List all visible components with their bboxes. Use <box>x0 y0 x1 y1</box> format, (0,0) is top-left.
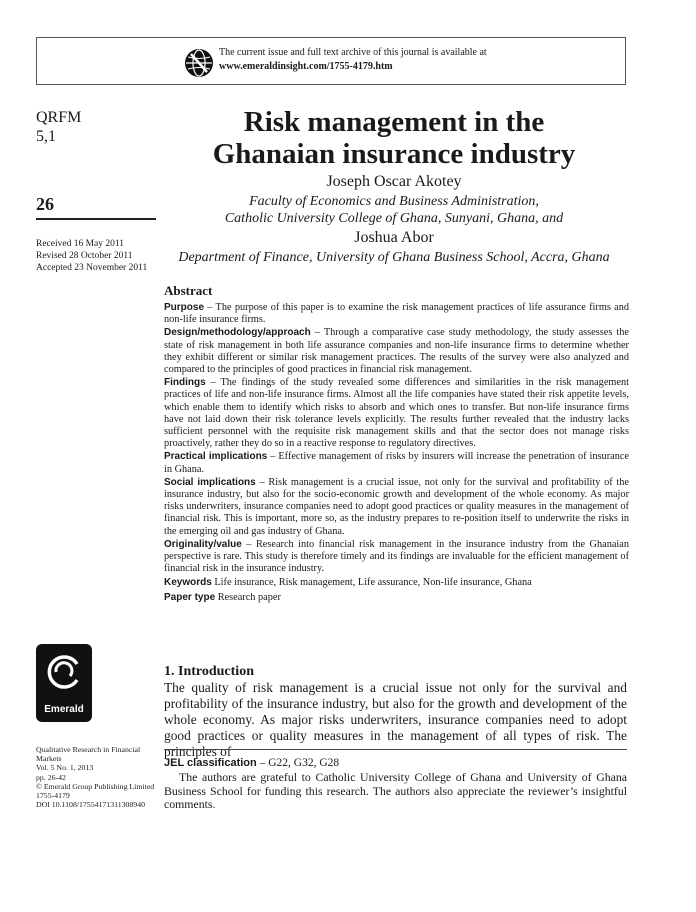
journal-url[interactable]: www.emeraldinsight.com/1755-4179.htm <box>219 61 393 72</box>
emerald-wordmark: Emerald <box>44 704 84 715</box>
abstract-practical <box>164 451 629 475</box>
globe-icon <box>184 48 214 78</box>
author-affiliation-1 <box>164 193 624 227</box>
keywords-text: Life insurance, Risk management, Life assurance, Non-life insurance, Ghana <box>211 577 532 589</box>
jel-label: JEL classification <box>164 757 257 769</box>
introduction-heading: 1. Introduction <box>164 664 254 679</box>
received-date: Received 16 May 2011 <box>36 239 125 249</box>
section-text: – Effective management of risks by insurers will increase the penetration of insurance in Ghana. <box>164 451 629 475</box>
section-label: Practical implications <box>164 451 268 463</box>
footnote-divider <box>164 749 627 750</box>
jel-classification <box>164 757 339 769</box>
journal-header-box <box>36 37 626 85</box>
paper-type <box>164 592 629 604</box>
citation-journal: Qualitative Research in Financial Markets <box>36 745 141 764</box>
affiliation-line: Catholic University College of Ghana, Sunyani, Ghana, and <box>224 211 564 226</box>
abstract-heading: Abstract <box>164 283 213 298</box>
section-label: Findings <box>164 377 206 389</box>
journal-abbrev: QRFM <box>36 109 82 126</box>
volume-issue: 5,1 <box>36 128 56 145</box>
section-label: Design/methodology/approach <box>164 327 311 339</box>
page-number: 26 <box>36 194 54 214</box>
acknowledgement: The authors are grateful to Catholic University College of Ghana and University of Ghana Business School for funding this research. The authors also appreciate the reviewer’s insightful comments. <box>164 770 627 811</box>
accepted-date: Accepted 23 November 2011 <box>36 263 148 273</box>
section-label: Purpose <box>164 302 205 313</box>
abstract <box>164 283 629 605</box>
author-affiliation-2: Department of Finance, University of Ghana Business School, Accra, Ghana <box>178 250 610 265</box>
citation-publisher: © Emerald Group Publishing Limited <box>36 781 155 791</box>
affiliation-line: Faculty of Economics and Business Administration, <box>249 194 539 209</box>
title-line-1: Risk management in the <box>243 106 545 138</box>
section-label: Originality/value <box>164 538 242 550</box>
archive-notice: The current issue and full text archive of this journal is available at <box>219 47 487 58</box>
paper-type-label: Paper type <box>164 591 216 603</box>
abstract-design <box>164 327 629 376</box>
article-title <box>164 106 624 170</box>
abstract-purpose <box>164 302 629 326</box>
introduction-text: The quality of risk management is a crucial issue not only for the survival and profitability of the insurance industry, but also for the growth and development of the whole economy. As major risks underwriters, insurance companies need to adopt good practices or quality measures in the management of all types of risk. The principles of <box>164 680 627 759</box>
keywords-label: Keywords <box>164 577 212 589</box>
keywords <box>164 577 629 589</box>
title-line-2: Ghanaian insurance industry <box>212 138 576 170</box>
citation-issn: 1755-4179 <box>36 791 70 801</box>
revised-date: Revised 28 October 2011 <box>36 251 133 261</box>
section-text: – Research into financial risk management in the insurance industry from the Ghanaian perspective is rare. This study is therefore timely and its findings are invaluable for the efficient management of financial risk in the insurance industry. <box>164 538 629 575</box>
emerald-e-icon <box>44 650 84 694</box>
margin-divider <box>36 218 156 220</box>
citation-volume: Vol. 5 No. 1, 2013 <box>36 763 94 773</box>
paper-type-text: Research paper <box>215 591 281 603</box>
abstract-social <box>164 477 629 538</box>
jel-codes: – G22, G32, G28 <box>256 757 340 769</box>
abstract-findings <box>164 377 629 450</box>
section-text: – The purpose of this paper is to examine the risk management practices of life assurance firms and non-life insurance firms. <box>164 302 629 326</box>
author-name-1: Joseph Oscar Akotey <box>326 173 462 190</box>
section-text: – Through a comparative case study methodology, the study assesses the state of risk management in both life assurance companies and non-life insurance firms to determine whether they exhibit different or similar risk management practices. The results of the survey were also analyzed and compared to the principles of good practices in financial risk management. <box>164 327 629 376</box>
citation-pages: pp. 26-42 <box>36 772 66 782</box>
abstract-originality <box>164 539 629 576</box>
section-label: Social implications <box>164 476 256 488</box>
emerald-logo <box>36 644 92 722</box>
section-text: – Risk management is a crucial issue, not only for the survival and profitability of the insurance industry, but also for the socio-economic growth and development of the whole economy. As major risks underwriters, insurance companies need to adopt good practices or quality measures in the management of financial risk. This is important, more so, as the industry prepares to re-position itself to underwrite the risks in the emerging oil and gas industry of Ghana. <box>164 476 629 537</box>
section-text: – The findings of the study revealed some differences and similarities in the risk management practices of life and non-life insurance firms. Almost all the life companies have stated their risk appetite levels, which enable them to identify which risks to absorb and which ones to transfer. But non-life insurance firms have not laid down their risk tolerance levels explicitly. The results further revealed that the industry lacks sufficient personnel with the requisite risk management skills and that the sector does not manage risks proactively, rather they do so in a reactive response to regulatory directives. <box>164 377 629 450</box>
citation-block <box>36 745 161 809</box>
submission-dates <box>36 238 147 274</box>
citation-doi: DOI 10.1108/17554171311308940 <box>36 800 146 810</box>
author-name-2: Joshua Abor <box>354 229 434 246</box>
journal-code <box>36 108 81 146</box>
